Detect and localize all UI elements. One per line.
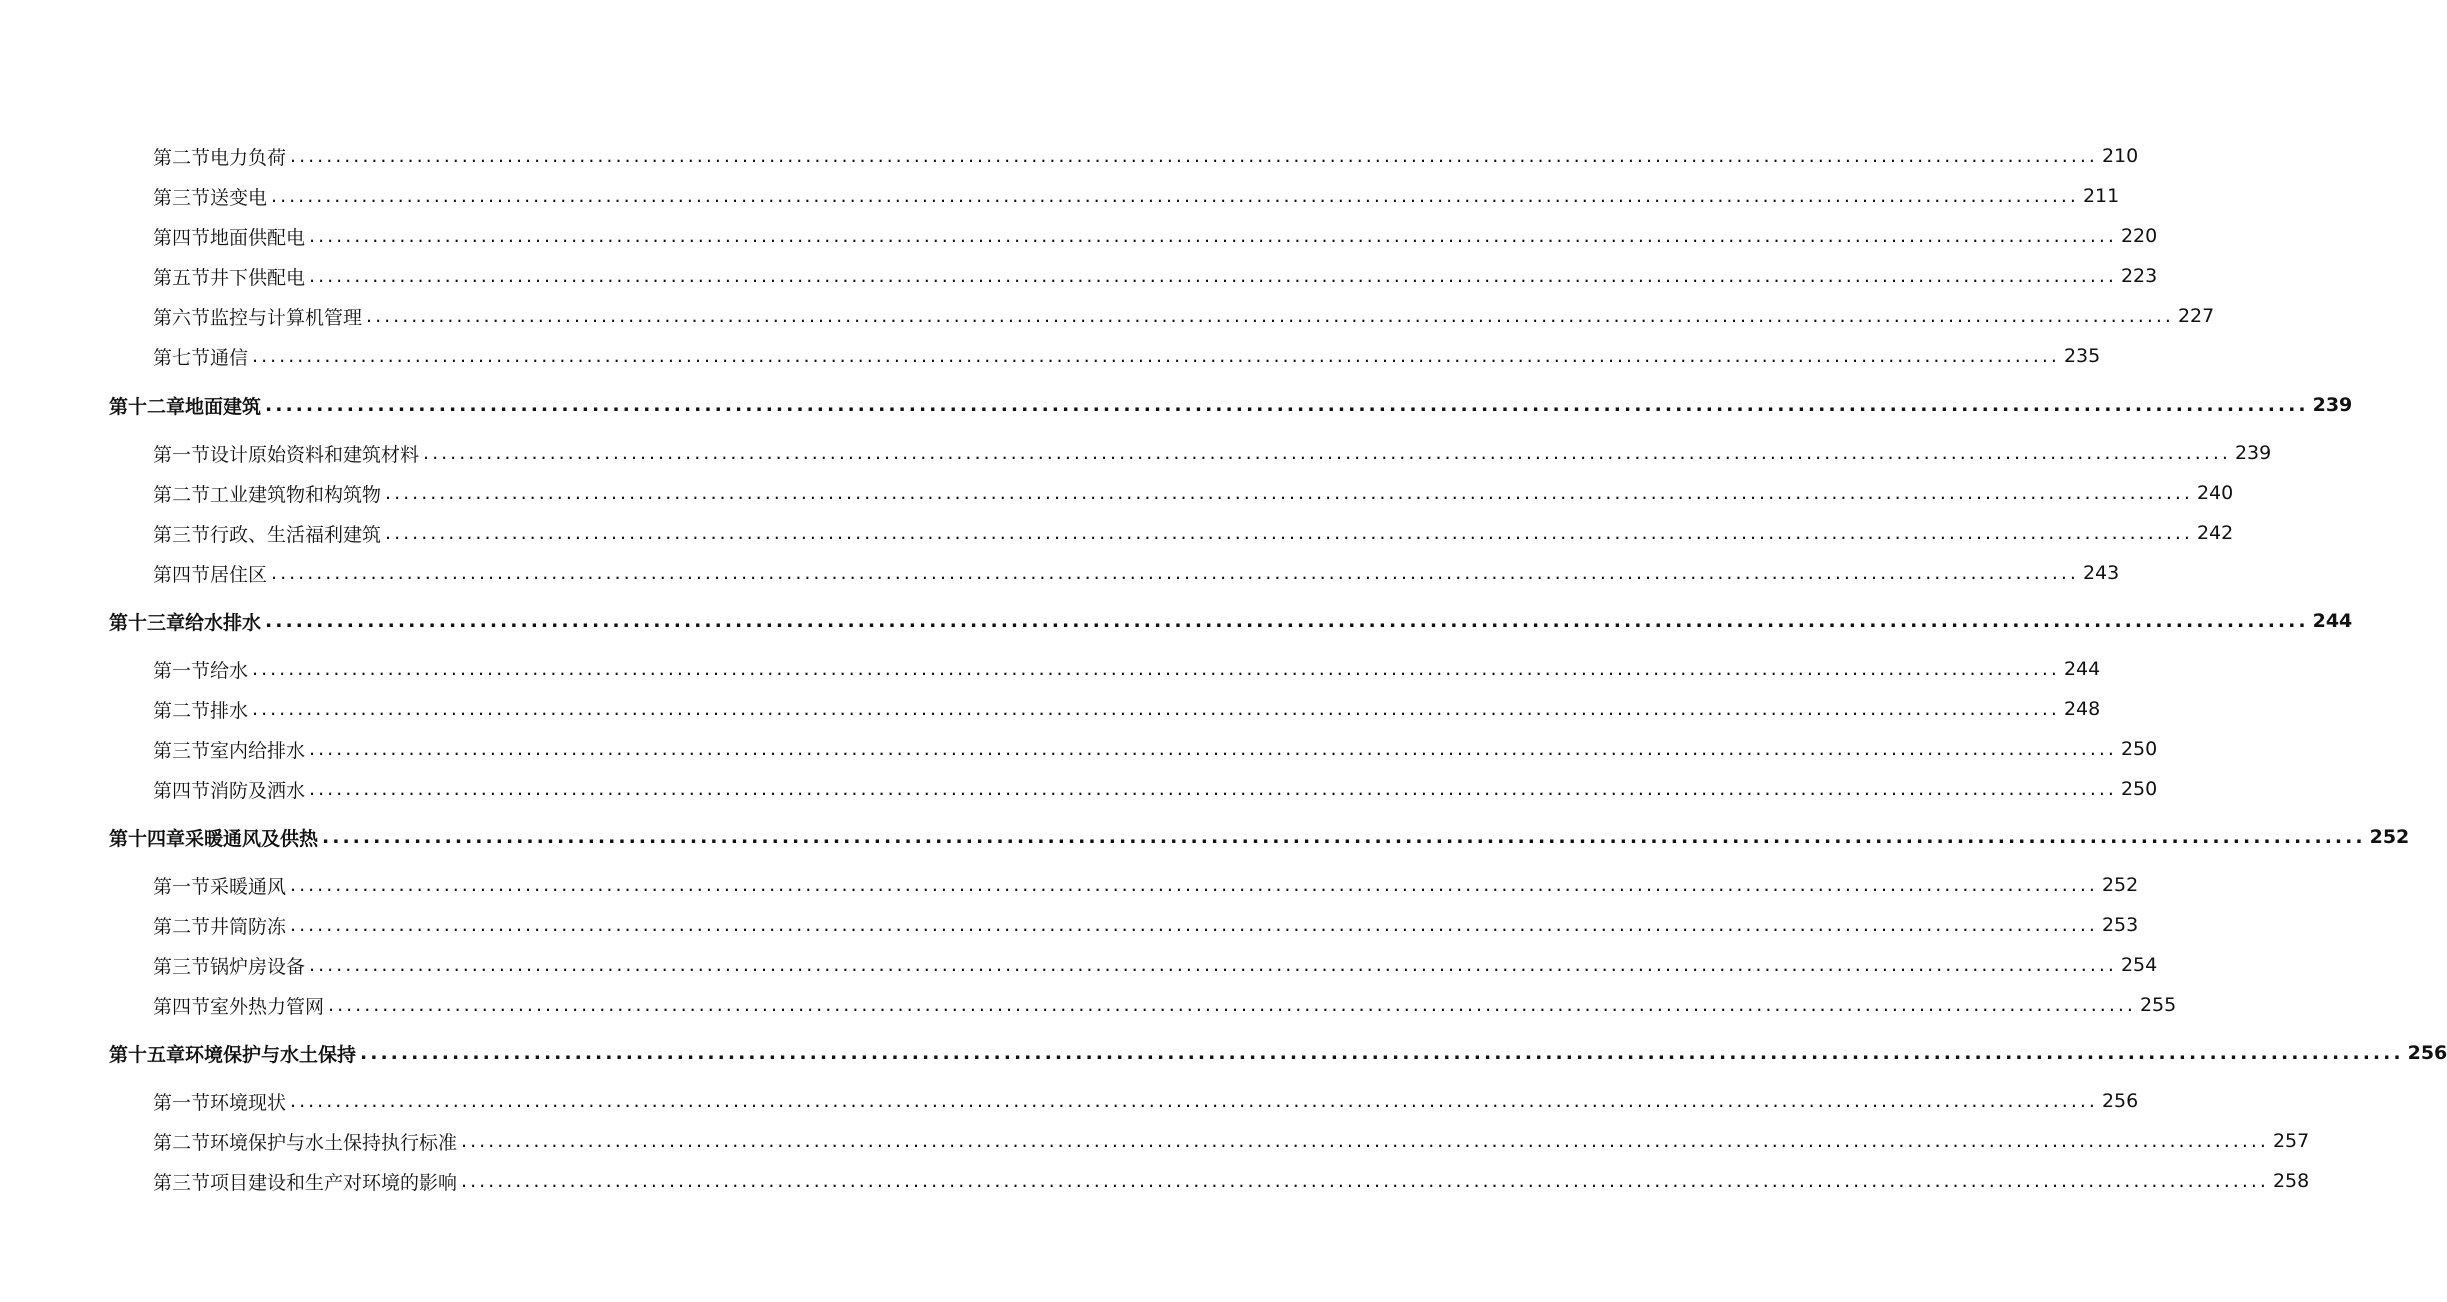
toc-section-entry[interactable] [153,341,2101,371]
section-title: 环境现状 [210,1091,287,1114]
page-number: 252 [2369,826,2410,848]
toc-section-entry[interactable] [153,181,2120,211]
section-title: 送变电 [210,186,268,209]
section-title: 井筒防冻 [210,915,287,938]
section-number: 第三节 [153,955,211,978]
dot-leader: ........................................................................................................................................................................................................ [290,145,2098,167]
section-title: 井下供配电 [210,266,306,289]
page-number: 239 [2312,394,2353,416]
toc-section-entry[interactable] [153,870,2139,900]
toc-section-entry[interactable] [153,1126,2310,1156]
page-number: 235 [2063,345,2101,367]
page-number: 253 [2101,914,2139,936]
section-title: 给水 [210,659,249,682]
dot-leader: ........................................................................................................................................................................................................ [360,1042,2404,1064]
dot-leader: ........................................................................................................................................................................................................ [322,826,2366,848]
toc-section-entry[interactable] [153,950,2158,980]
section-number: 第六节 [153,306,211,329]
section-number: 第五节 [153,266,211,289]
dot-leader: ........................................................................................................................................................................................................ [309,225,2117,247]
page-number: 223 [2120,265,2158,287]
section-number: 第四节 [153,995,211,1018]
section-number: 第一节 [153,659,211,682]
dot-leader: ........................................................................................................................................................................................................ [252,698,2060,720]
dot-leader: ........................................................................................................................................................................................................ [271,185,2079,207]
section-number: 第四节 [153,563,211,586]
page-number: 239 [2234,442,2272,464]
dot-leader: ........................................................................................................................................................................................................ [309,778,2117,800]
dot-leader: ........................................................................................................................................................................................................ [461,1170,2269,1192]
section-title: 排水 [210,699,249,722]
dot-leader: ........................................................................................................................................................................................................ [423,442,2231,464]
dot-leader: ........................................................................................................................................................................................................ [461,1130,2269,1152]
section-title: 锅炉房设备 [210,955,306,978]
toc-section-entry[interactable] [153,694,2101,724]
dot-leader: ........................................................................................................................................................................................................ [271,562,2079,584]
page-number: 258 [2272,1170,2310,1192]
page-number: 248 [2063,698,2101,720]
section-title: 室外热力管网 [210,995,325,1018]
chapter-number: 第十四章 [109,827,186,850]
section-title: 项目建设和生产对环境的影响 [210,1171,458,1194]
toc-section-entry[interactable] [153,518,2234,548]
toc-chapter-entry[interactable] [109,606,2353,636]
dot-leader: ........................................................................................................................................................................................................ [385,482,2193,504]
dot-leader: ........................................................................................................................................................................................................ [385,522,2193,544]
section-title: 地面供配电 [210,226,306,249]
page-number: 227 [2177,305,2215,327]
chapter-number: 第十三章 [109,611,186,634]
section-number: 第二节 [153,1131,211,1154]
toc-section-entry[interactable] [153,301,2215,331]
section-title: 居住区 [210,563,268,586]
section-number: 第四节 [153,779,211,802]
section-title: 消防及洒水 [210,779,306,802]
section-number: 第二节 [153,483,211,506]
page-number: 250 [2120,738,2158,760]
dot-leader: ........................................................................................................................................................................................................ [290,914,2098,936]
section-title: 行政、生活福利建筑 [210,523,382,546]
page-number: 254 [2120,954,2158,976]
section-title: 环境保护与水土保持执行标准 [210,1131,458,1154]
page-number: 255 [2139,994,2177,1016]
toc-section-entry[interactable] [153,990,2177,1020]
section-title: 监控与计算机管理 [210,306,363,329]
page-number: 240 [2196,482,2234,504]
page-number: 244 [2312,610,2353,632]
dot-leader: ........................................................................................................................................................................................................ [309,738,2117,760]
chapter-number: 第十二章 [109,395,186,418]
page-number: 257 [2272,1130,2310,1152]
toc-section-entry[interactable] [153,1086,2139,1116]
toc-section-entry[interactable] [153,221,2158,251]
dot-leader: ........................................................................................................................................................................................................ [252,345,2060,367]
section-title: 通信 [210,346,249,369]
toc-chapter-entry[interactable] [109,1038,2447,1068]
dot-leader: ........................................................................................................................................................................................................ [252,658,2060,680]
page-number: 244 [2063,658,2101,680]
toc-section-entry[interactable] [153,910,2139,940]
section-title: 采暖通风 [210,875,287,898]
page-number: 210 [2101,145,2139,167]
toc-section-entry[interactable] [153,558,2120,588]
toc-section-entry[interactable] [153,734,2158,764]
chapter-title: 地面建筑 [185,395,262,418]
toc-section-entry[interactable] [153,774,2158,804]
section-title: 电力负荷 [210,146,287,169]
toc-section-entry[interactable] [153,654,2101,684]
section-number: 第三节 [153,739,211,762]
section-title: 工业建筑物和构筑物 [210,483,382,506]
toc-section-entry[interactable] [153,478,2234,508]
section-title: 设计原始资料和建筑材料 [210,443,420,466]
chapter-title: 给水排水 [185,611,262,634]
section-number: 第一节 [153,875,211,898]
section-number: 第三节 [153,186,211,209]
toc-section-entry[interactable] [153,438,2272,468]
section-number: 第一节 [153,1091,211,1114]
section-number: 第三节 [153,523,211,546]
dot-leader: ........................................................................................................................................................................................................ [290,874,2098,896]
section-number: 第七节 [153,346,211,369]
dot-leader: ........................................................................................................................................................................................................ [366,305,2174,327]
page-number: 211 [2082,185,2120,207]
dot-leader: ........................................................................................................................................................................................................ [309,954,2117,976]
page-number: 243 [2082,562,2120,584]
section-number: 第二节 [153,915,211,938]
page-number: 252 [2101,874,2139,896]
page-number: 250 [2120,778,2158,800]
toc-chapter-entry[interactable] [109,822,2410,852]
chapter-number: 第十五章 [109,1043,186,1066]
section-number: 第三节 [153,1171,211,1194]
dot-leader: ........................................................................................................................................................................................................ [290,1090,2098,1112]
chapter-title: 环境保护与水土保持 [185,1043,357,1066]
toc-section-entry[interactable] [153,261,2158,291]
section-number: 第一节 [153,443,211,466]
dot-leader: ........................................................................................................................................................................................................ [309,265,2117,287]
chapter-title: 采暖通风及供热 [185,827,319,850]
page-number: 242 [2196,522,2234,544]
section-number: 第二节 [153,146,211,169]
dot-leader: ........................................................................................................................................................................................................ [265,610,2309,632]
page-number: 256 [2101,1090,2139,1112]
section-number: 第四节 [153,226,211,249]
page-number: 256 [2407,1042,2447,1064]
page-number: 220 [2120,225,2158,247]
toc-chapter-entry[interactable] [109,390,2353,420]
section-number: 第二节 [153,699,211,722]
dot-leader: ........................................................................................................................................................................................................ [265,394,2309,416]
toc-section-entry[interactable] [153,1166,2310,1196]
dot-leader: ........................................................................................................................................................................................................ [328,994,2136,1016]
section-title: 室内给排水 [210,739,306,762]
toc-section-entry[interactable] [153,141,2139,171]
